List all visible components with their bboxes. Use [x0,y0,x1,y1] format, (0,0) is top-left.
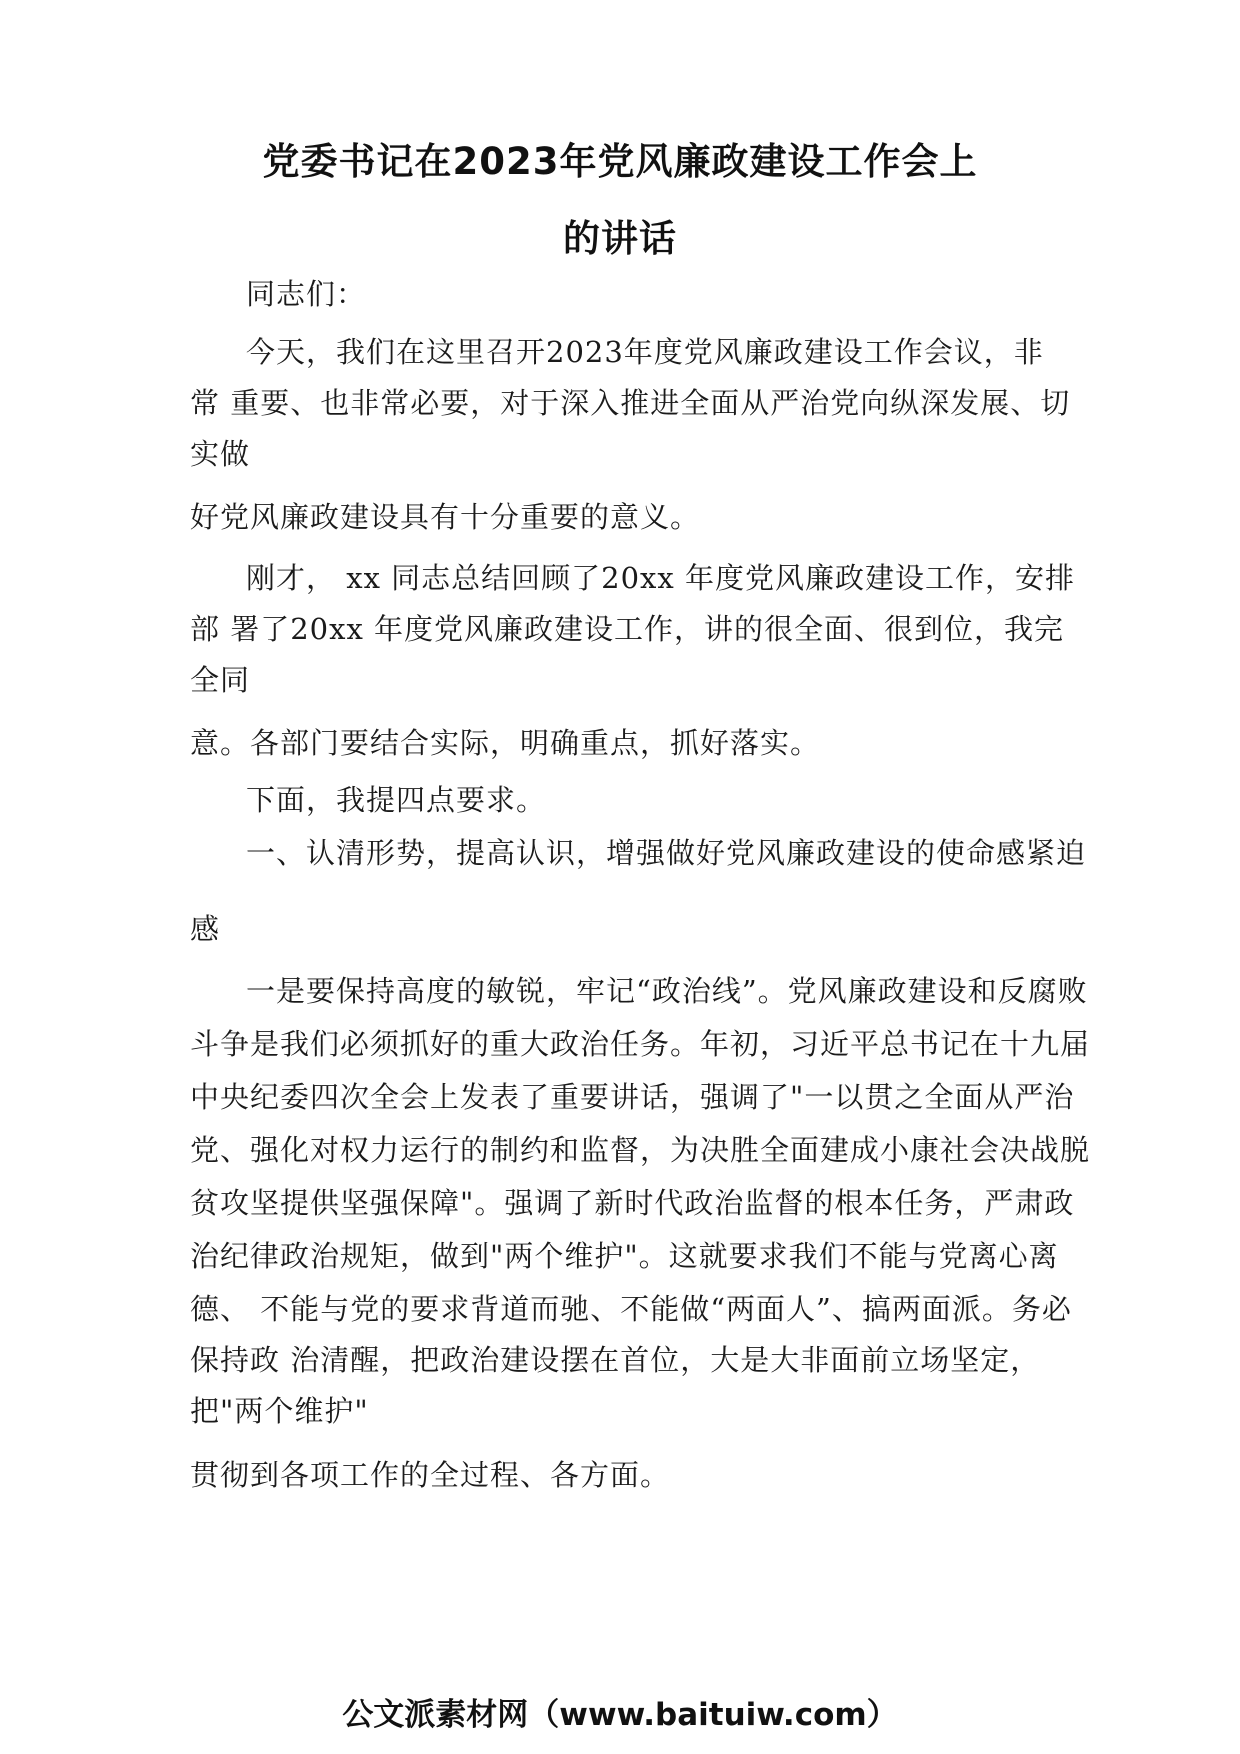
paragraph-line: 今天，我们在这里召开2023年度党风廉政建设工作会议，非 [246,335,1044,369]
source-footer: 公文派素材网（www.baituiw.com） [342,1697,898,1733]
paragraph-line: 贫攻坚提供坚强保障"。强调了新时代政治监督的根本任务，严肃政 [190,1186,1075,1220]
paragraph-line: 全同 [190,663,251,697]
section-heading: 一、认清形势，提高认识，增强做好党风廉政建设的使命感紧迫 [246,836,1087,870]
paragraph-line: 意。各部门要结合实际，明确重点，抓好落实。 [190,726,821,760]
paragraph-line: 一是要保持高度的敏锐，牢记“政治线”。党风廉政建设和反腐败 [246,974,1088,1008]
paragraph-line: 部 署了20xx 年度党风廉政建设工作，讲的很全面、很到位，我完 [190,612,1065,646]
paragraph-line: 德、 不能与党的要求背道而驰、不能做“两面人”、搞两面派。务必 [190,1292,1072,1326]
paragraph-line: 下面，我提四点要求。 [246,783,547,817]
paragraph-line: 贯彻到各项工作的全过程、各方面。 [190,1458,671,1492]
paragraph-line: 党、强化对权力运行的制约和监督，为决胜全面建成小康社会决战脱 [190,1133,1091,1167]
paragraph-line: 好党风廉政建设具有十分重要的意义。 [190,500,701,534]
document-title-line-2: 的讲话 [563,217,677,260]
document-title-line-1: 党委书记在2023年党风廉政建设工作会上 [262,140,978,183]
paragraph-line: 治纪律政治规矩，做到"两个维护"。这就要求我们不能与党离心离 [190,1239,1059,1273]
paragraph-line: 保持政 治清醒，把政治建设摆在首位，大是大非面前立场坚定， [190,1343,1041,1377]
paragraph-line: 刚才， xx 同志总结回顾了20xx 年度党风廉政建设工作，安排 [246,561,1075,595]
paragraph-line: 常 重要、也非常必要，对于深入推进全面从严治党向纵深发展、切 [190,386,1071,420]
salutation: 同志们： [246,277,367,311]
paragraph-line: 斗争是我们必须抓好的重大政治任务。年初，习近平总书记在十九届 [190,1027,1091,1061]
paragraph-line: 中央纪委四次全会上发表了重要讲话，强调了"一以贯之全面从严治 [190,1080,1075,1114]
section-heading-continuation: 感 [190,912,221,946]
paragraph-line: 实做 [190,437,251,471]
paragraph-line: 把"两个维护" [190,1394,369,1428]
